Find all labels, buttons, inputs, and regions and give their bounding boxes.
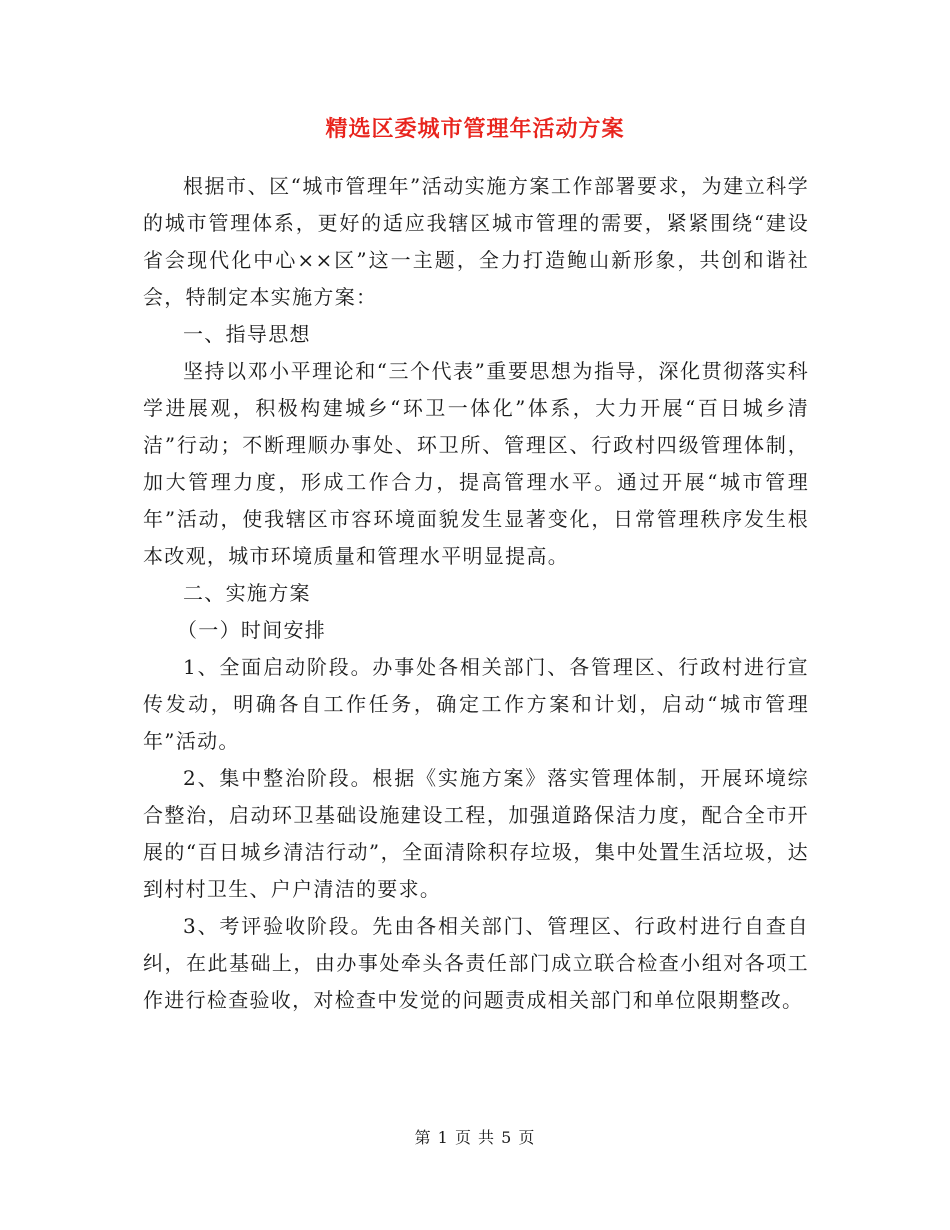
subsection-heading-schedule: （一）时间安排 (177, 618, 327, 642)
section-heading-implementation: 二、实施方案 (183, 581, 311, 605)
document-body (143, 168, 809, 1019)
document-title: 精选区委城市管理年活动方案 (325, 116, 625, 142)
stage-1-paragraph: 1、全面启动阶段。办事处各相关部门、各管理区、行政村进行宣传发动，明确各自工作任务，确定工作方案和计划，启动“城市管理年”活动。 (143, 655, 809, 753)
intro-paragraph: 根据市、区“城市管理年”活动实施方案工作部署要求，为建立科学的城市管理体系，更好的适应我辖区城市管理的需要，紧紧围绕“建设省会现代化中心××区”这一主题，全力打造鲍山新形象，共创和谐社会，特制定本实施方案： (143, 174, 809, 309)
page-number-footer: 第 1 页 共 5 页 (414, 1128, 536, 1147)
section-heading-guiding-thought: 一、指导思想 (183, 322, 311, 346)
guiding-thought-paragraph: 坚持以邓小平理论和“三个代表”重要思想为指导，深化贯彻落实科学进展观，积极构建城乡“环卫一体化”体系，大力开展“百日城乡清洁”行动；不断理顺办事处、环卫所、管理区、行政村四级管理体制，加大管理力度，形成工作合力，提高管理水平。通过开展“城市管理年”活动，使我辖区市容环境面貌发生显著变化，日常管理秩序发生根本改观，城市环境质量和管理水平明显提高。 (143, 359, 809, 568)
stage-3-paragraph: 3、考评验收阶段。先由各相关部门、管理区、行政村进行自查自纠，在此基础上，由办事处牵头各责任部门成立联合检查小组对各项工作进行检查验收，对检查中发觉的问题责成相关部门和单位限期整改。 (143, 914, 809, 1012)
stage-2-paragraph: 2、集中整治阶段。根据《实施方案》落实管理体制，开展环境综合整治，启动环卫基础设施建设工程，加强道路保洁力度，配合全市开展的“百日城乡清洁行动”，全面清除积存垃圾，集中处置生活垃圾，达到村村卫生、户户清洁的要求。 (143, 766, 809, 901)
